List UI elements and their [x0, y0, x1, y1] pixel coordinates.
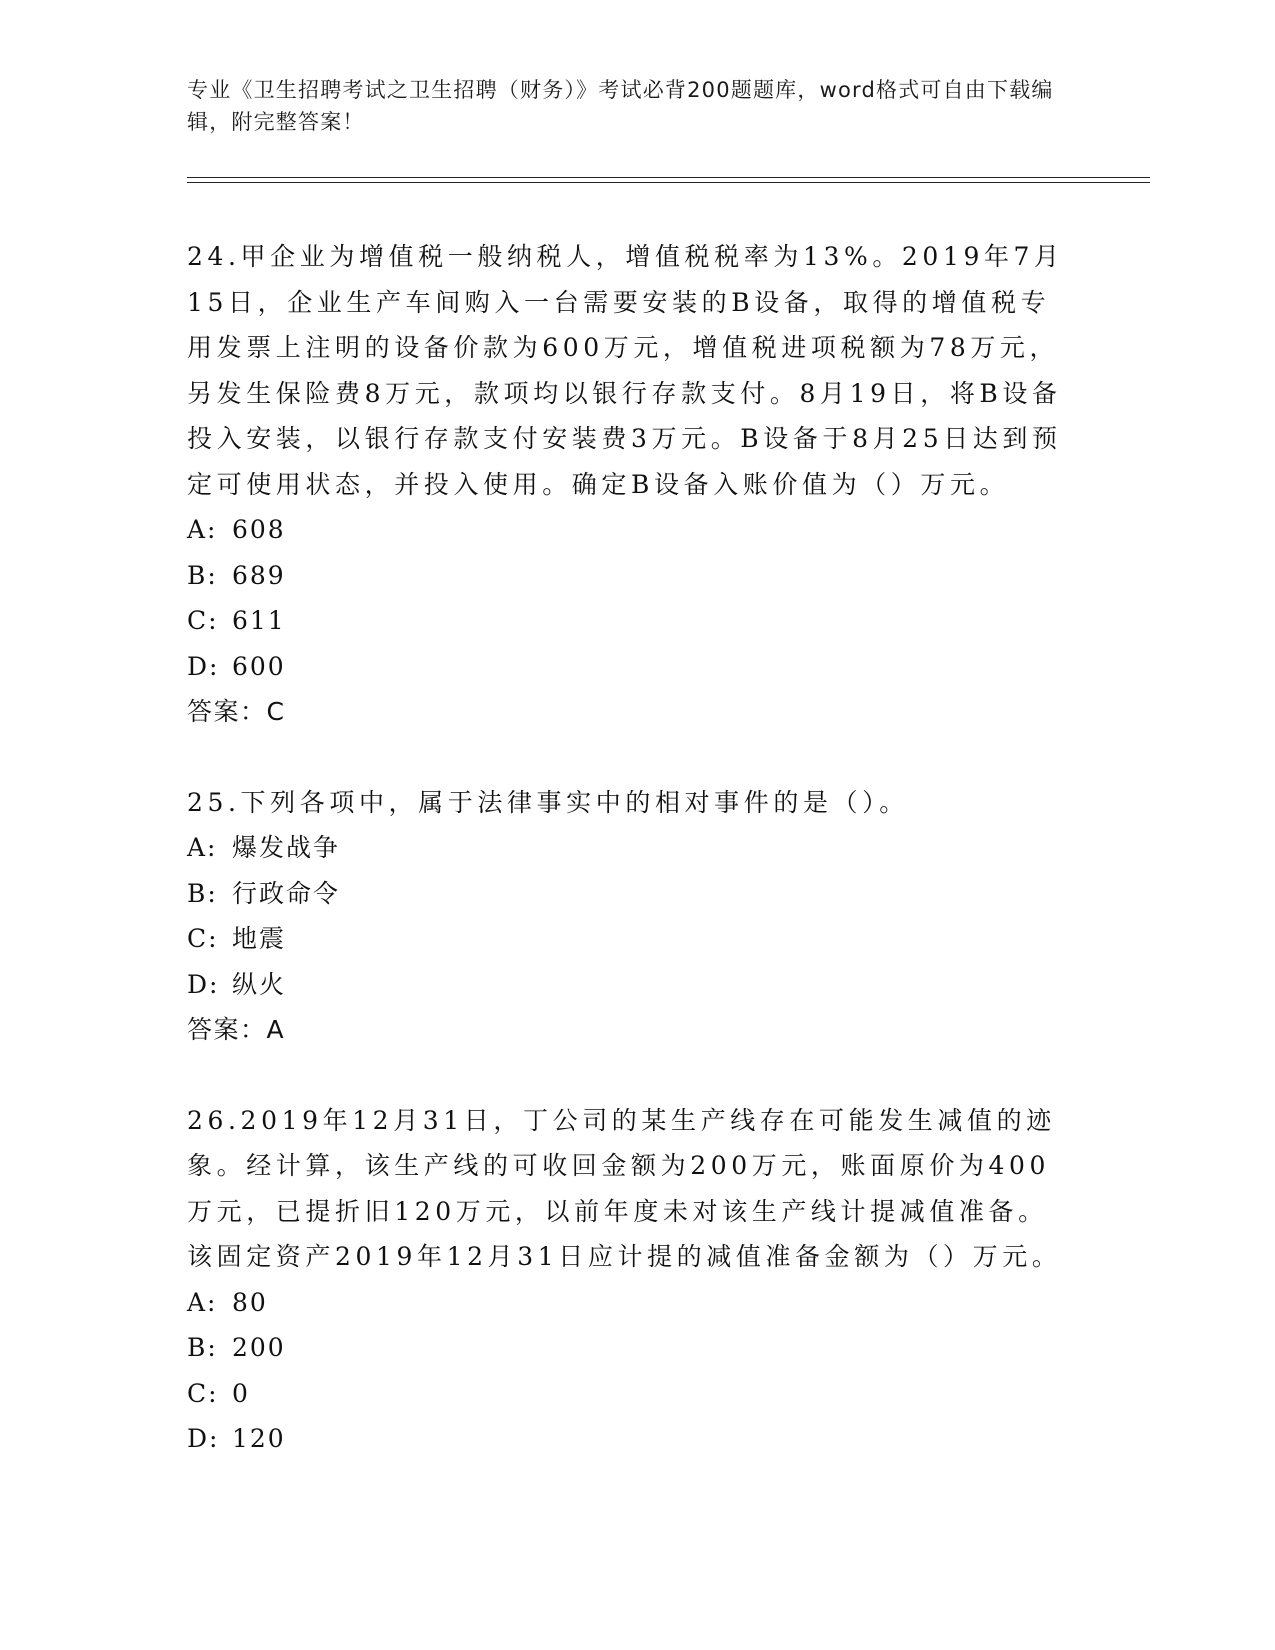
option-letter: A:	[187, 515, 218, 544]
option-text: 0	[232, 1378, 250, 1408]
option-letter: D:	[187, 969, 220, 999]
answer-line: 答案：A	[187, 1015, 286, 1044]
option-a	[187, 507, 1067, 553]
option-d	[187, 1416, 1067, 1462]
option-letter: C:	[187, 924, 219, 953]
option-letter: B:	[187, 878, 218, 908]
option-letter: C:	[187, 1378, 219, 1408]
question-26	[187, 1098, 1067, 1462]
option-letter: D:	[187, 1424, 220, 1453]
option-letter: A:	[187, 833, 218, 862]
option-a	[187, 825, 1067, 871]
question-list	[187, 234, 1067, 1507]
header-rule-bottom	[187, 182, 1150, 183]
option-text: 爆发战争	[232, 833, 341, 862]
option-text: 纵火	[232, 969, 287, 999]
option-letter: B:	[187, 1333, 218, 1362]
option-c	[187, 1371, 1067, 1417]
document-header: 专业《卫生招聘考试之卫生招聘（财务）》考试必背200题题库，word格式可自由下载编辑，附完整答案！	[187, 78, 1054, 134]
option-text: 地震	[232, 924, 287, 953]
option-c	[187, 598, 1067, 644]
question-25	[187, 780, 1067, 1053]
option-letter: B:	[187, 560, 218, 590]
option-a	[187, 1280, 1067, 1326]
option-b	[187, 1325, 1067, 1371]
answer-line: 答案：C	[187, 697, 286, 726]
option-d	[187, 962, 1067, 1008]
header-rule-top	[187, 177, 1150, 178]
option-text: 689	[232, 560, 286, 590]
option-letter: A:	[187, 1287, 218, 1317]
question-24	[187, 234, 1067, 735]
option-text: 120	[232, 1424, 286, 1453]
option-c	[187, 916, 1067, 962]
option-letter: D:	[187, 651, 220, 681]
option-b	[187, 871, 1067, 917]
option-letter: C:	[187, 606, 219, 635]
question-stem: 24.甲企业为增值税一般纳税人，增值税税率为13%。2019年7月15日，企业生产车间购入一台需要安装的B设备，取得的增值税专用发票上注明的设备价款为600万元，增值税进项税额为78万元，另发生保险费8万元，款项均以银行存款支付。8月19日，将B设备投入安装，以银行存款支付安装费3万元。B设备于8月25日达到预定可使用状态，并投入使用。确定B设备入账价值为（）万元。	[187, 242, 1064, 499]
option-text: 80	[232, 1287, 268, 1317]
option-text: 608	[232, 515, 286, 544]
option-d	[187, 644, 1067, 690]
option-text: 611	[232, 606, 286, 635]
option-b	[187, 553, 1067, 599]
question-stem: 25.下列各项中，属于法律事实中的相对事件的是（）。	[187, 787, 909, 817]
question-stem: 26.2019年12月31日，丁公司的某生产线存在可能发生减值的迹象。经计算，该生产线的可收回金额为200万元，账面原价为400万元，已提折旧120万元，以前年度未对该生产线计提减值准备。该固定资产2019年12月31日应计提的减值准备金额为（）万元。	[187, 1105, 1062, 1271]
option-text: 600	[232, 651, 286, 681]
option-text: 行政命令	[232, 878, 341, 908]
option-text: 200	[232, 1333, 286, 1362]
